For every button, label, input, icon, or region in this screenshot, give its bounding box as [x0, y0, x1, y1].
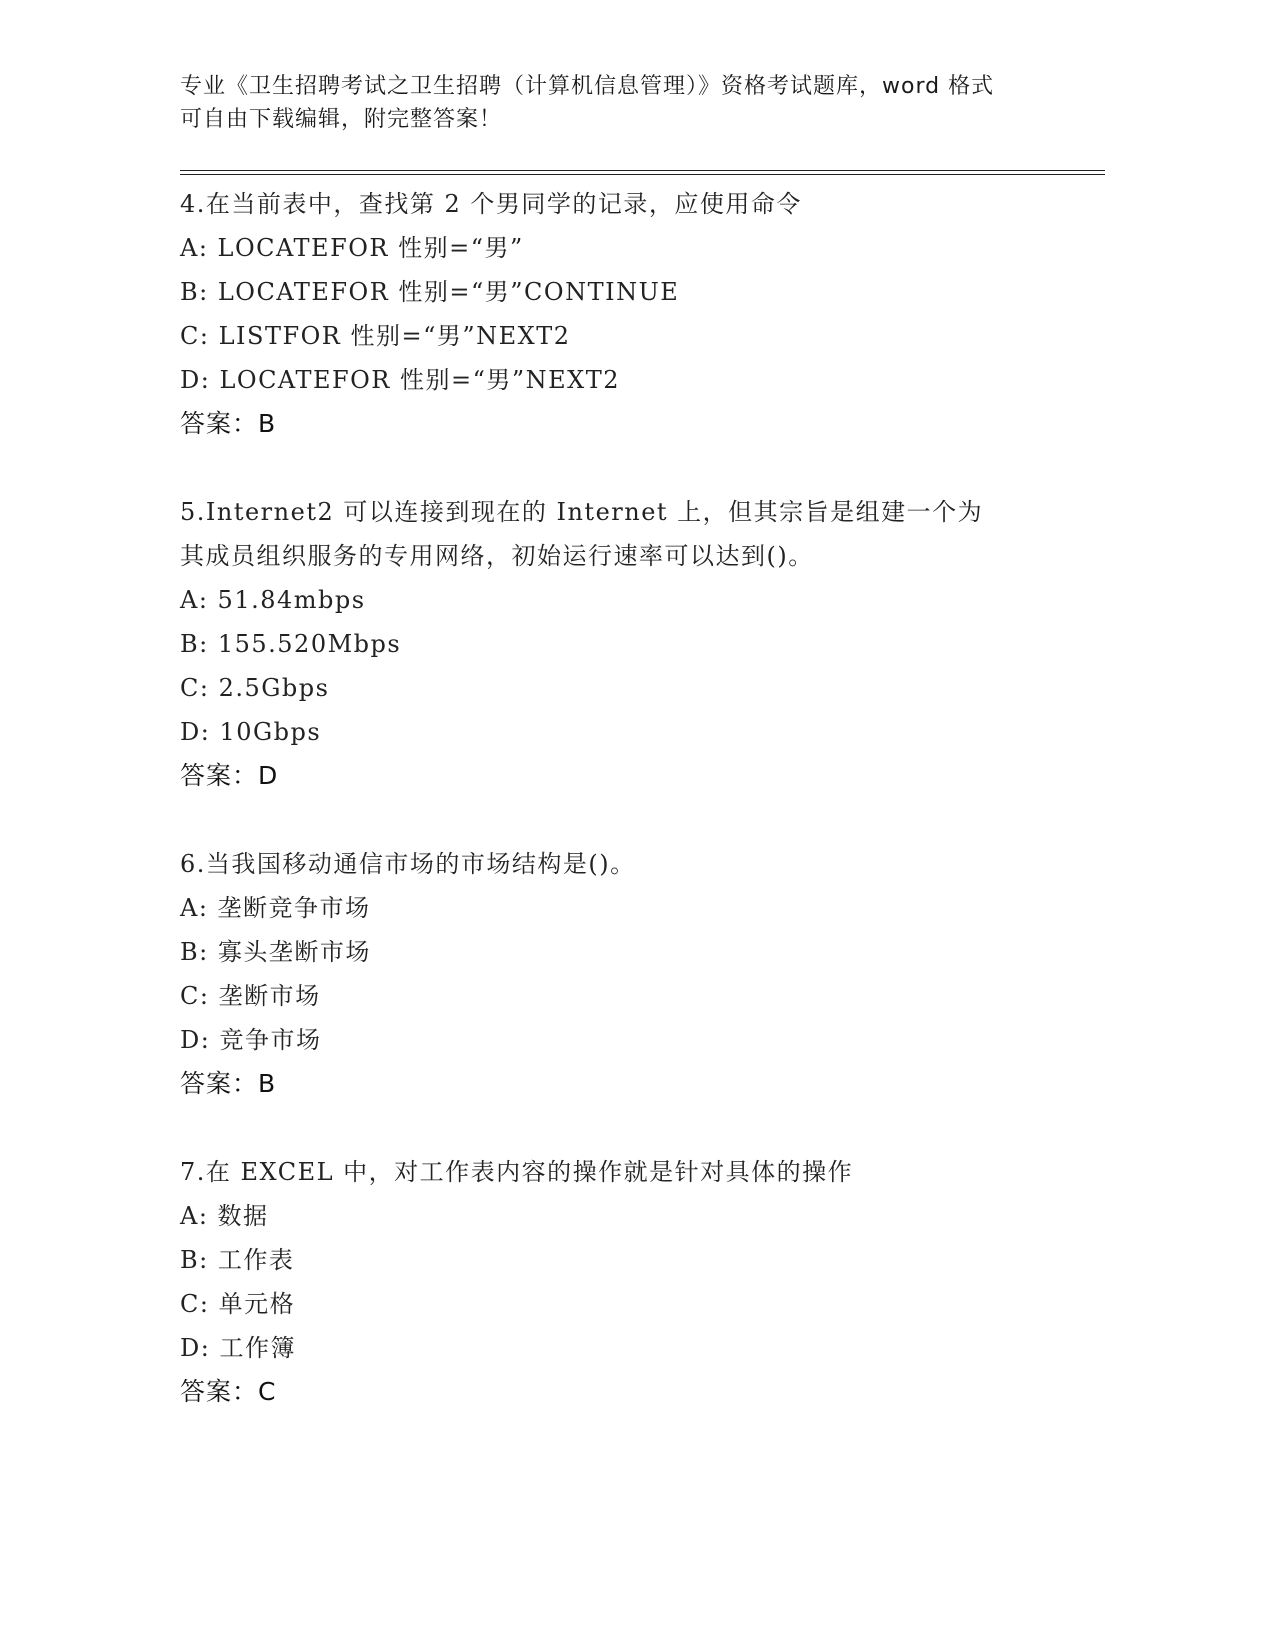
question-stem-continued: 其成员组织服务的专用网络，初始运行速率可以达到()。 — [180, 542, 814, 570]
option-c: C: 单元格 — [180, 1290, 296, 1318]
answer: 答案：B — [180, 1069, 277, 1098]
option-c: C: 2.5Gbps — [180, 674, 330, 702]
header-line-1: 专业《卫生招聘考试之卫生招聘（计算机信息管理）》资格考试题库，word 格式 — [180, 74, 995, 99]
question-list — [180, 182, 1080, 1414]
option-d: D: LOCATEFOR 性别=“男”NEXT2 — [180, 366, 621, 394]
option-a: A: 51.84mbps — [180, 586, 366, 614]
option-c: C: LISTFOR 性别=“男”NEXT2 — [180, 322, 571, 350]
question-stem: 6.当我国移动通信市场的市场结构是()。 — [180, 850, 636, 878]
option-b: B: 155.520Mbps — [180, 630, 402, 658]
question-stem: 4.在当前表中，查找第 2 个男同学的记录，应使用命令 — [180, 190, 802, 218]
document-header — [180, 70, 1040, 136]
question-4 — [180, 182, 1080, 446]
header-line-2: 可自由下载编辑，附完整答案！ — [180, 107, 503, 132]
option-d: D: 10Gbps — [180, 718, 322, 746]
question-6 — [180, 842, 1080, 1106]
option-b: B: LOCATEFOR 性别=“男”CONTINUE — [180, 278, 680, 306]
option-b: B: 工作表 — [180, 1246, 295, 1274]
option-a: A: LOCATEFOR 性别=“男” — [180, 234, 524, 262]
answer: 答案：D — [180, 761, 279, 790]
question-stem: 5.Internet2 可以连接到现在的 Internet 上，但其宗旨是组建一个为 — [180, 498, 984, 526]
answer: 答案：B — [180, 409, 277, 438]
option-b: B: 寡头垄断市场 — [180, 938, 371, 966]
question-5 — [180, 490, 1080, 798]
answer: 答案：C — [180, 1377, 277, 1406]
option-a: A: 数据 — [180, 1202, 269, 1230]
question-7 — [180, 1150, 1080, 1414]
option-d: D: 竞争市场 — [180, 1026, 322, 1054]
option-d: D: 工作簿 — [180, 1334, 296, 1362]
header-divider-bottom — [180, 174, 1105, 175]
header-divider-top — [180, 170, 1105, 171]
option-a: A: 垄断竞争市场 — [180, 894, 371, 922]
question-stem: 7.在 EXCEL 中，对工作表内容的操作就是针对具体的操作 — [180, 1158, 854, 1186]
option-c: C: 垄断市场 — [180, 982, 321, 1010]
